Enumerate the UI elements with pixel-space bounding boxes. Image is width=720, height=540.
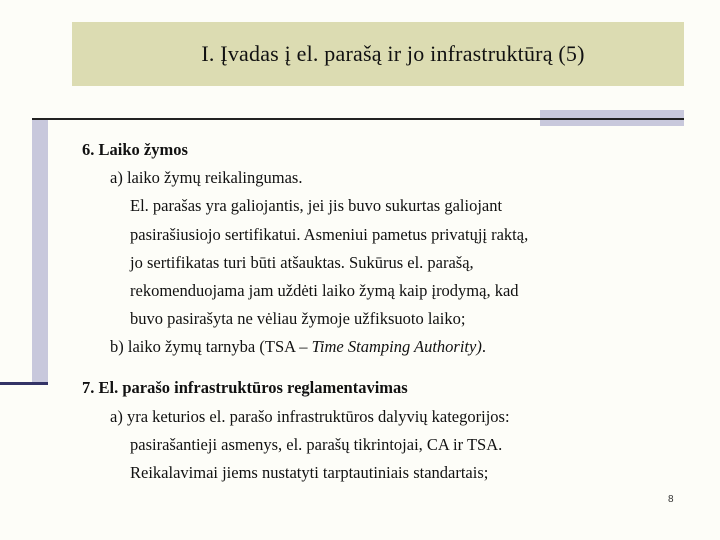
section-7-item-a-label: a) yra keturios el. parašo infrastruktūros dalyvių kategorijos: xyxy=(110,407,510,426)
section-6-item-b xyxy=(110,337,486,357)
section-7-item-a-line: pasirašantieji asmenys, el. parašų tikrintojai, CA ir TSA. xyxy=(130,435,503,454)
title-banner xyxy=(72,22,684,86)
slide-title: I. Įvadas į el. parašą ir jo infrastruktūrą (5) xyxy=(201,41,585,66)
section-6-item-a-line: rekomenduojama jam uždėti laiko žymą kaip įrodymą, kad xyxy=(130,281,519,300)
section-6-item-a-line: El. parašas yra galiojantis, jei jis buvo sukurtas galiojant xyxy=(130,196,503,215)
section-6-item-a-line: pasirašiusiojo sertifikatui. Asmeniui pametus privatųjį raktą, xyxy=(130,225,529,244)
section-6-heading: 6. Laiko žymos xyxy=(82,140,188,159)
section-6-item-a-line: buvo pasirašyta ne vėliau žymoje užfiksuoto laiko; xyxy=(130,309,466,328)
section-6-item-b-prefix: b) laiko žymų tarnyba (TSA – xyxy=(110,337,312,356)
section-7-heading: 7. El. parašo infrastruktūros reglamentavimas xyxy=(82,378,408,397)
section-6-item-b-italic: Time Stamping Authority) xyxy=(311,337,482,356)
header-divider-accent xyxy=(540,118,684,120)
page-number: 8 xyxy=(668,494,674,505)
side-accent-bar xyxy=(32,120,48,382)
section-6-item-a-label: a) laiko žymų reikalingumas. xyxy=(110,168,303,187)
section-7-item-a-line: Reikalavimai jiems nustatyti tarptautiniais standartais; xyxy=(130,463,489,482)
section-6-item-a-line: jo sertifikatas turi būti atšauktas. Sukūrus el. parašą, xyxy=(130,253,474,272)
section-6-item-b-suffix: . xyxy=(481,337,486,356)
side-accent-line xyxy=(0,382,48,385)
